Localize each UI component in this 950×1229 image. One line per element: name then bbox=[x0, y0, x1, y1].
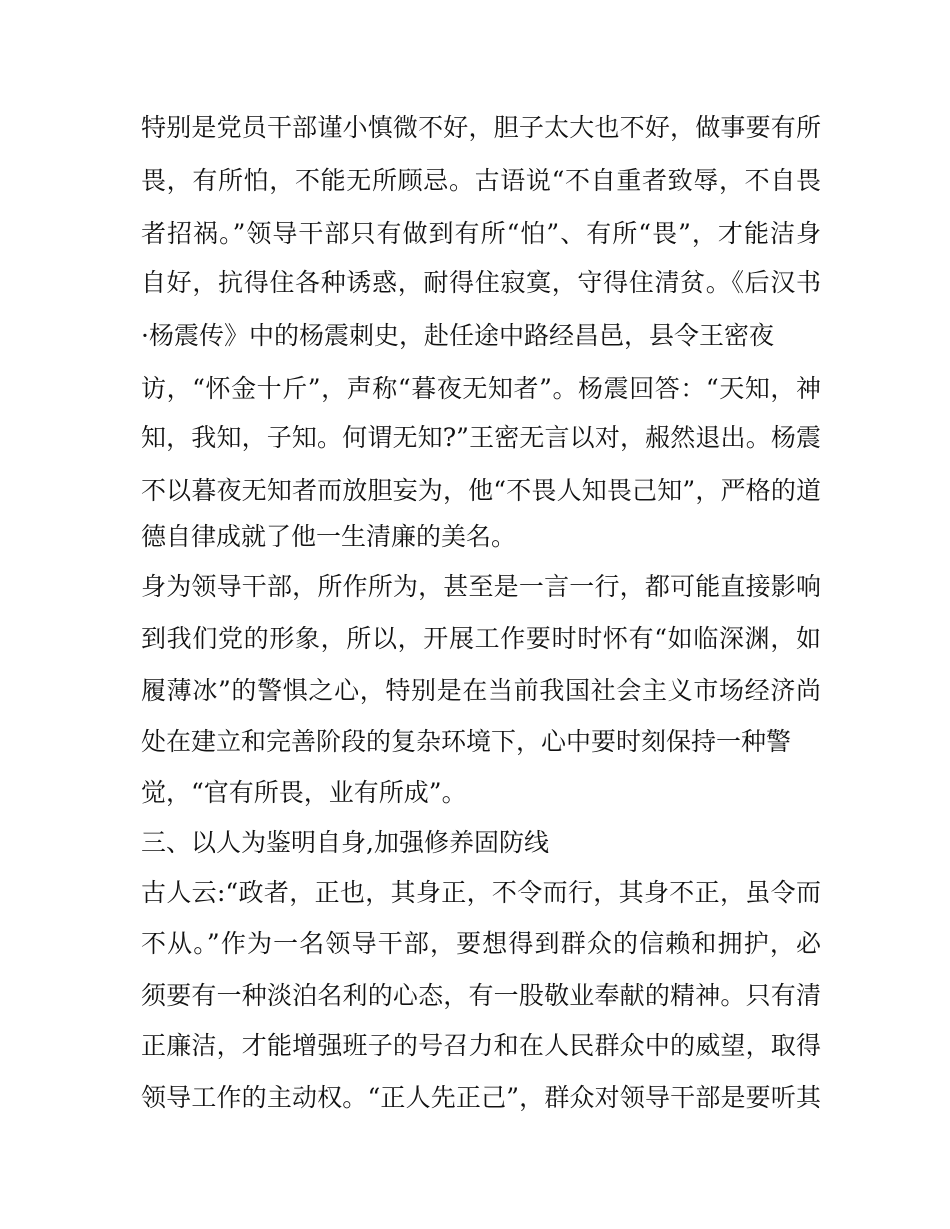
text-line: 到我们党的形象，所以，开展工作要时时怀有“如临深渊，如 bbox=[141, 624, 821, 653]
text-line: 不从。”作为一名领导干部，要想得到群众的信赖和拥护，必 bbox=[141, 929, 821, 958]
text-line: 处在建立和完善阶段的复杂环境下，心中要时刻保持一种警 bbox=[141, 727, 792, 756]
text-line: 须要有一种淡泊名利的心态，有一股敬业奉献的精神。只有清 bbox=[141, 981, 821, 1010]
text-line: 知，我知，子知。何谓无知?”王密无言以对，赧然退出。杨震 bbox=[141, 423, 821, 452]
text-line: 身为领导干部，所作所为，甚至是一言一行，都可能直接影响 bbox=[141, 572, 821, 601]
text-line: 正廉洁，才能增强班子的号召力和在人民群众中的威望，取得 bbox=[141, 1031, 821, 1060]
text-line: 自好，抗得住各种诱惑，耐得住寂寞，守得住清贫。《后汉书 bbox=[141, 268, 821, 297]
section-heading: 三、以人为鉴明自身,加强修养固防线 bbox=[141, 828, 549, 857]
text-line: 不以暮夜无知者而放胆妄为，他“不畏人知畏己知”，严格的道 bbox=[141, 476, 821, 505]
text-line: 德自律成就了他一生清廉的美名。 bbox=[141, 522, 517, 551]
text-line: 访，“怀金十斤”，声称“暮夜无知者”。杨震回答：“天知，神 bbox=[141, 374, 821, 403]
text-line: 履薄冰”的警惧之心，特别是在当前我国社会主义市场经济尚 bbox=[141, 676, 821, 705]
text-line: 畏，有所怕，不能无所顾忌。古语说“不自重者致辱，不自畏 bbox=[141, 166, 821, 195]
text-line: ·杨震传》中的杨震刺史，赴任途中路经昌邑，县令王密夜 bbox=[141, 321, 774, 350]
text-line: 特别是党员干部谨小慎微不好，胆子太大也不好，做事要有所 bbox=[141, 113, 821, 142]
text-line: 觉，“官有所畏，业有所成”。 bbox=[141, 778, 467, 807]
text-line: 者招祸。”领导干部只有做到有所“怕”、有所“畏”，才能洁身 bbox=[141, 219, 821, 248]
text-line: 古人云:“政者，正也，其身正，不令而行，其身不正，虽令而 bbox=[141, 878, 821, 907]
text-line: 领导工作的主动权。“正人先正己”，群众对领导干部是要听其 bbox=[141, 1083, 821, 1112]
